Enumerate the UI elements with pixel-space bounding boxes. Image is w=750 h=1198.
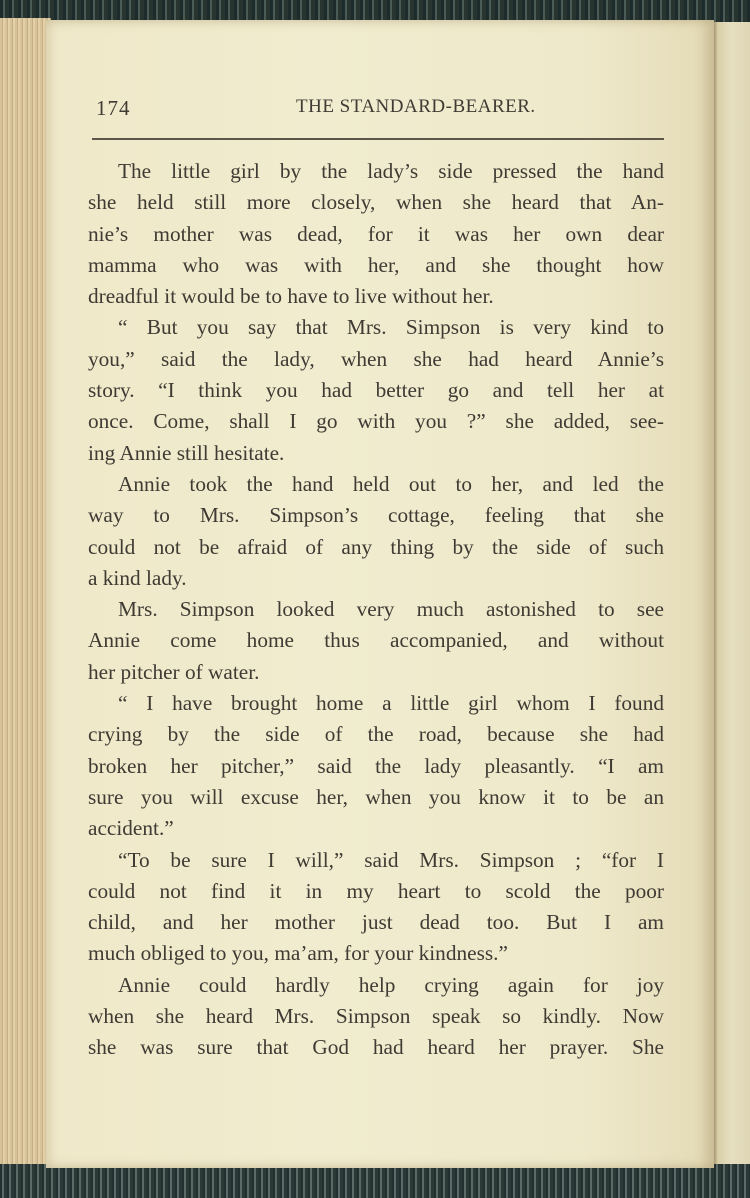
text-line: dreadful it would be to have to live without her.: [88, 284, 494, 309]
book-page: [46, 20, 714, 1168]
facing-page-edge: [712, 22, 750, 1168]
page-edges: [0, 18, 51, 1168]
text-line: “To be sure I will,” said Mrs. Simpson ; “for I: [118, 847, 664, 872]
text-line: much obliged to you, ma’am, for your kindness.”: [88, 941, 508, 966]
text-line: way to Mrs. Simpson’s cottage, feeling that she: [88, 503, 664, 528]
body-text: [88, 156, 664, 1064]
text-line: a kind lady.: [88, 565, 187, 590]
text-line: story. “I think you had better go and tell her at: [88, 378, 664, 403]
text-line: Annie come home thus accompanied, and without: [88, 628, 664, 653]
running-title: THE STANDARD-BEARER.: [296, 96, 536, 117]
text-line: The little girl by the lady’s side pressed the hand: [118, 159, 664, 183]
text-line: Annie could hardly help crying again for joy: [118, 972, 664, 997]
header-rule: [92, 138, 664, 140]
text-line: sure you will excuse her, when you know it to be an: [88, 784, 664, 809]
text-line: once. Come, shall I go with you ?” she added, see-: [88, 409, 664, 434]
text-line: “ I have brought home a little girl whom I found: [118, 691, 664, 716]
text-line: ing Annie still hesitate.: [88, 440, 285, 465]
text-line: Annie took the hand held out to her, and led the: [118, 471, 664, 496]
text-line: could not find it in my heart to scold the poor: [88, 878, 664, 903]
text-line: you,” said the lady, when she had heard Annie’s: [88, 346, 664, 371]
text-line: she was sure that God had heard her prayer. She: [88, 1035, 664, 1060]
text-line: her pitcher of water.: [88, 659, 260, 684]
text-line: could not be afraid of any thing by the side of such: [88, 534, 664, 559]
text-line: broken her pitcher,” said the lady pleasantly. “I am: [88, 753, 664, 778]
text-line: when she heard Mrs. Simpson speak so kindly. Now: [88, 1004, 664, 1029]
book-cover-bottom: [0, 1164, 750, 1198]
text-line: child, and her mother just dead too. But I am: [88, 910, 664, 935]
text-line: she held still more closely, when she heard that An-: [88, 190, 664, 215]
text-line: accident.”: [88, 816, 174, 841]
text-line: nie’s mother was dead, for it was her own dear: [88, 221, 664, 246]
text-line: Mrs. Simpson looked very much astonished to see: [118, 597, 664, 622]
text-line: crying by the side of the road, because she had: [88, 722, 664, 747]
text-line: mamma who was with her, and she thought how: [88, 252, 664, 277]
page-number: 174: [96, 96, 131, 120]
running-head: [96, 96, 662, 126]
text-line: “ But you say that Mrs. Simpson is very kind to: [118, 315, 664, 340]
